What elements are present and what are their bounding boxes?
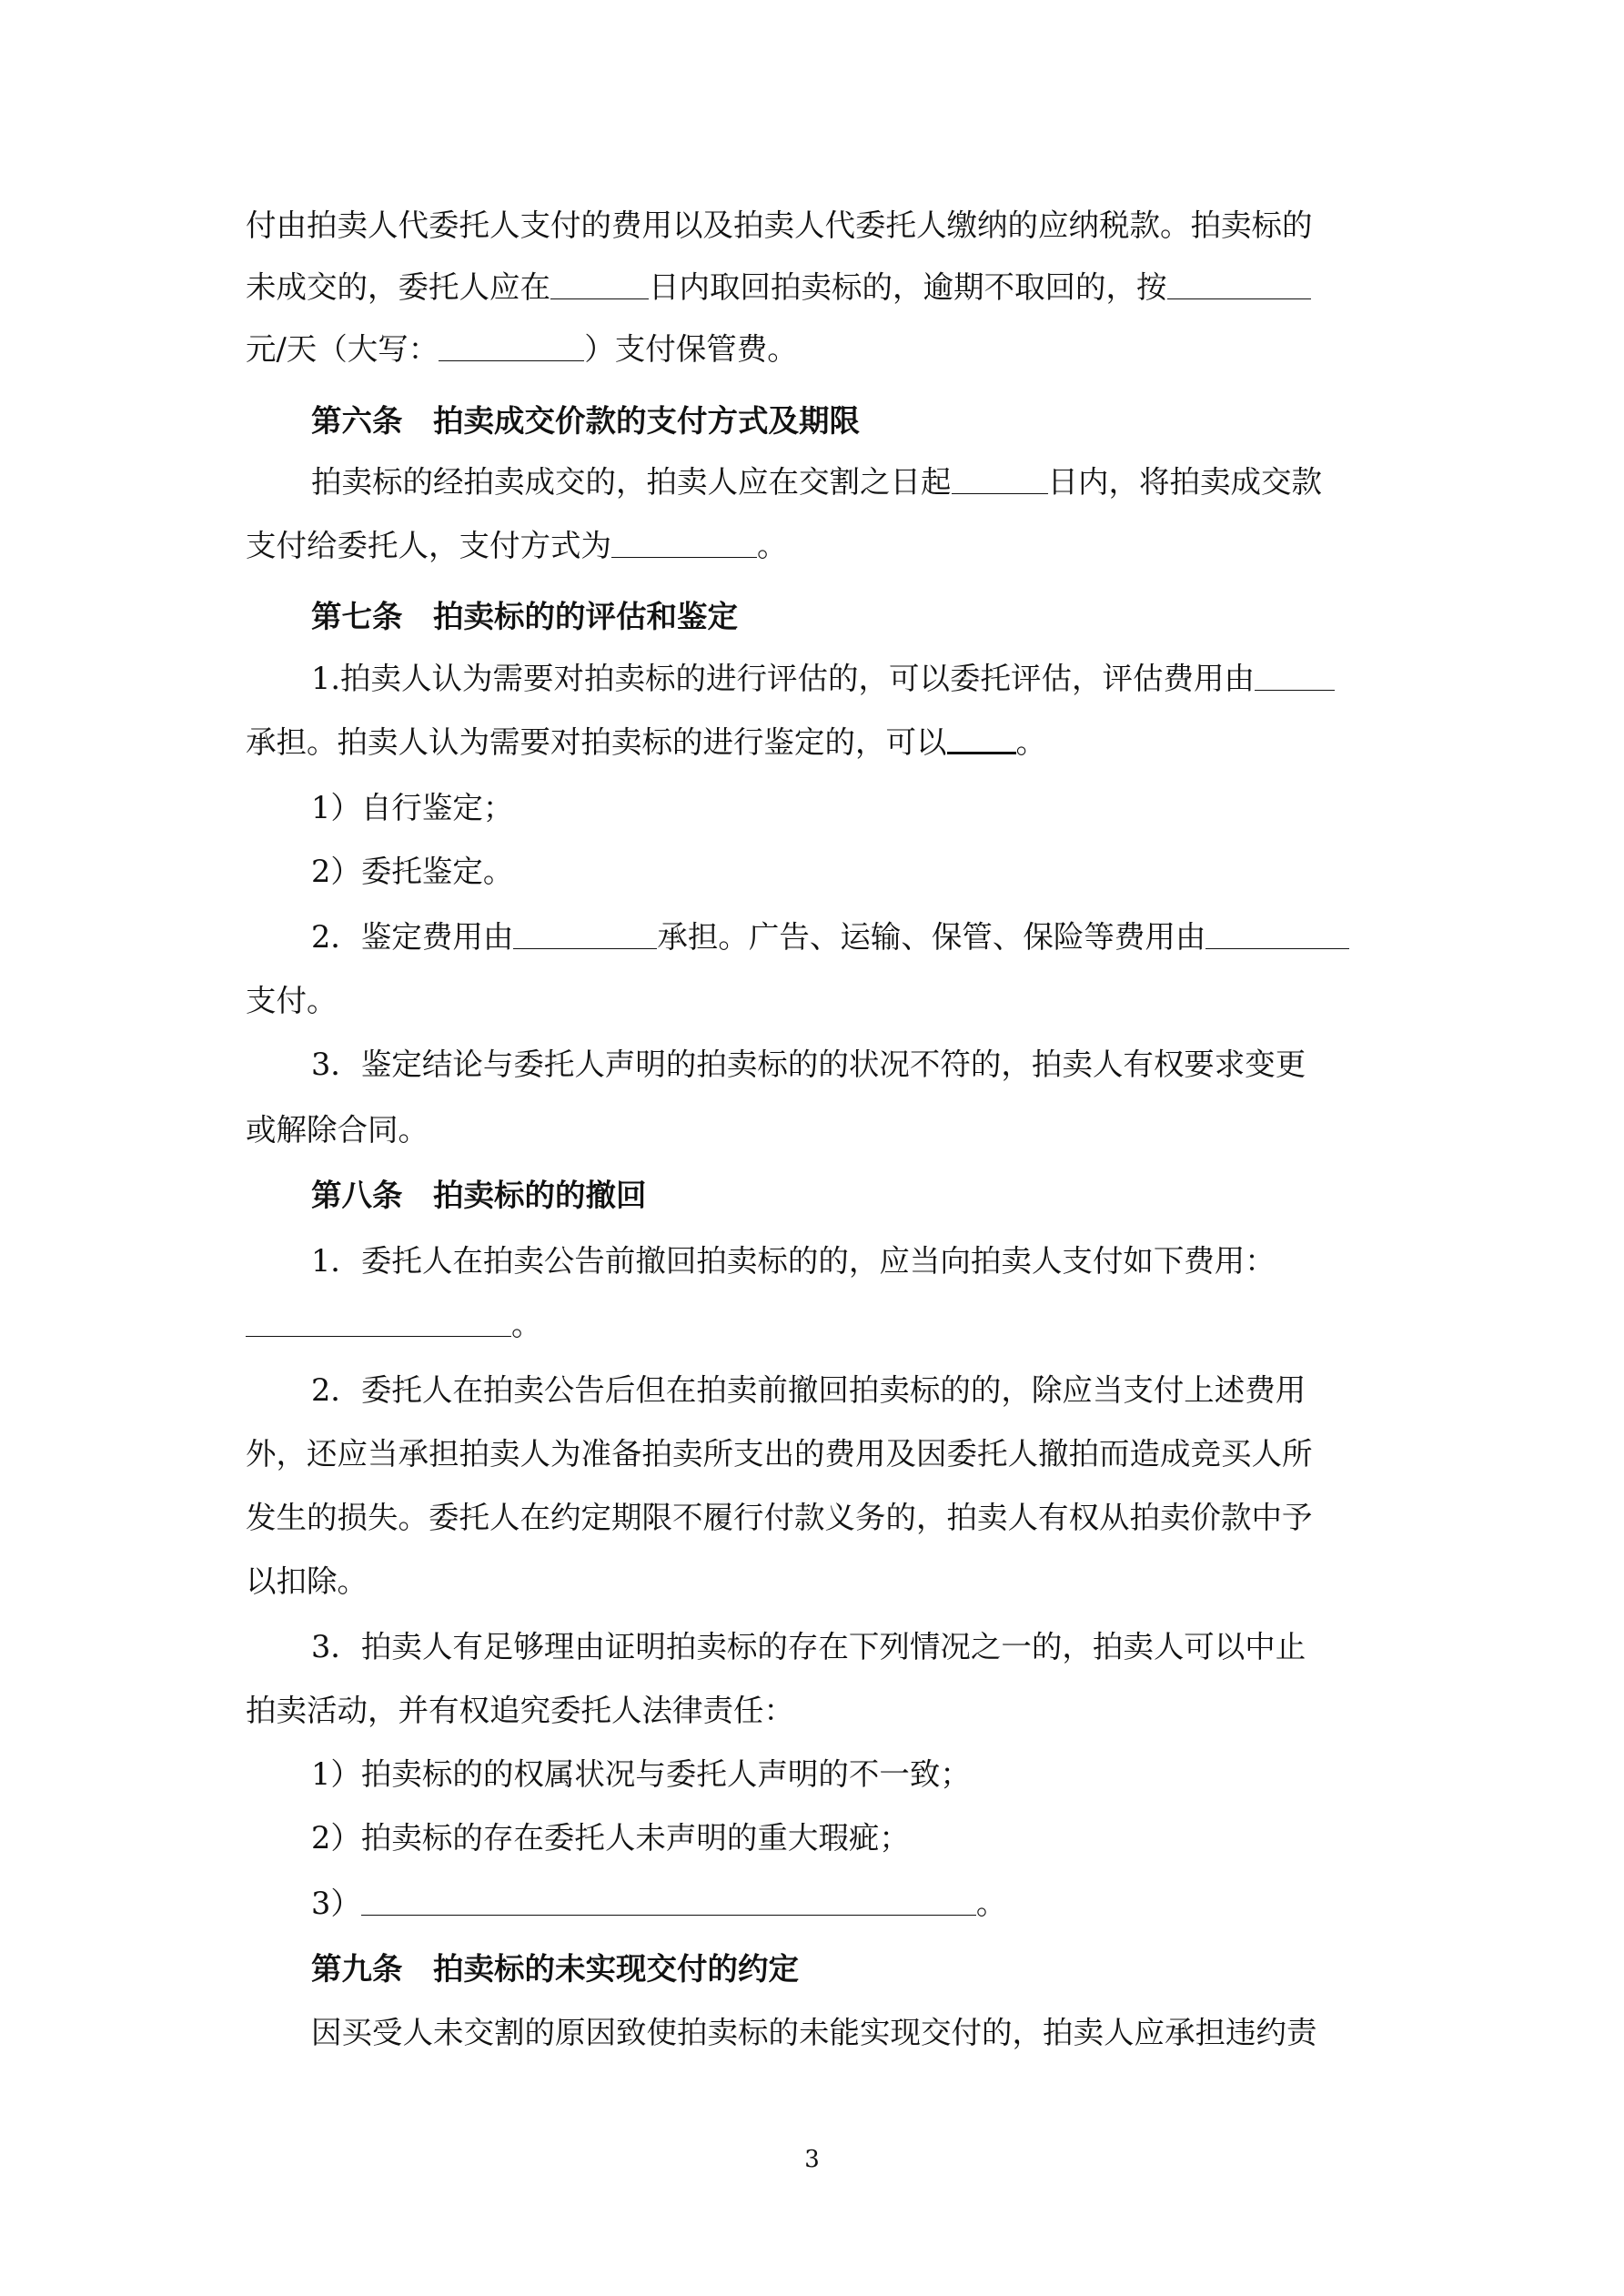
fill-blank[interactable]	[1255, 664, 1335, 691]
fill-blank[interactable]	[361, 1889, 976, 1916]
text-line: 因买受人未交割的原因致使拍卖标的未能实现交付的，拍卖人应承担违约责	[311, 2015, 1317, 2050]
fill-blank[interactable]	[513, 923, 657, 949]
fill-blank[interactable]	[439, 335, 584, 361]
text-line: 2．委托人在拍卖公告后但在拍卖前撤回拍卖标的的，除应当支付上述费用	[311, 1372, 1306, 1408]
list-item: 1）拍卖标的的权属状况与委托人声明的不一致；	[311, 1756, 971, 1792]
fill-blank[interactable]	[1167, 273, 1311, 299]
section-heading-6: 第六条 拍卖成交价款的支付方式及期限	[311, 403, 860, 439]
section-heading-7: 第七条 拍卖标的的评估和鉴定	[311, 599, 738, 634]
text-line: 拍卖标的经拍卖成交的，拍卖人应在交割之日起 日内，将拍卖成交款	[311, 464, 1322, 500]
text-line: 1.拍卖人认为需要对拍卖标的进行评估的，可以委托评估，评估费用由	[311, 661, 1383, 697]
text-line: 付由拍卖人代委托人支付的费用以及拍卖人代委托人缴纳的应纳税款。拍卖标的	[246, 207, 1313, 243]
text-line: 支付给委托人，支付方式为 。	[246, 528, 788, 563]
fill-blank[interactable]	[1205, 923, 1349, 949]
list-item: 3） 。	[311, 1886, 1007, 1921]
text-line: 3．拍卖人有足够理由证明拍卖标的存在下列情况之一的，拍卖人可以中止	[311, 1629, 1306, 1664]
list-item: 1）自行鉴定；	[311, 790, 514, 825]
list-item: 2）拍卖标的存在委托人未声明的重大瑕疵；	[311, 1820, 910, 1856]
text-line: 3．鉴定结论与委托人声明的拍卖标的的状况不符的，拍卖人有权要求变更	[311, 1047, 1306, 1082]
text-line: 2．鉴定费用由 承担。广告、运输、保管、保险等费用由	[311, 919, 1383, 956]
text-line: 1．委托人在拍卖公告前撤回拍卖标的的，应当向拍卖人支付如下费用：	[311, 1243, 1276, 1279]
text-line: 以扣除。	[246, 1563, 368, 1599]
text-line: 发生的损失。委托人在约定期限不履行付款义务的，拍卖人有权从拍卖价款中予	[246, 1500, 1313, 1535]
text-line: 承担。拍卖人认为需要对拍卖标的进行鉴定的，可以 。	[246, 724, 1046, 760]
text-line: 。	[246, 1307, 1383, 1343]
fill-blank[interactable]	[947, 726, 1016, 754]
page-number: 3	[804, 2146, 820, 2173]
text-line: 或解除合同。	[246, 1112, 429, 1148]
text-line: 未成交的，委托人应在 日内取回拍卖标的，逾期不取回的，按	[246, 269, 1383, 306]
text-line: 支付。	[246, 983, 338, 1018]
text-line: 元/天（大写： ）支付保管费。	[246, 331, 798, 367]
list-item: 2）委托鉴定。	[311, 854, 514, 889]
section-heading-9: 第九条 拍卖标的未实现交付的约定	[311, 1951, 799, 1987]
fill-blank[interactable]	[550, 273, 649, 299]
text-line: 拍卖活动，并有权追究委托人法律责任：	[246, 1693, 794, 1728]
section-heading-8: 第八条 拍卖标的的撤回	[311, 1178, 647, 1213]
text-line: 外，还应当承担拍卖人为准备拍卖所支出的费用及因委托人撤拍而造成竞买人所	[246, 1436, 1313, 1472]
fill-blank[interactable]	[246, 1310, 511, 1337]
fill-blank[interactable]	[611, 531, 757, 558]
fill-blank[interactable]	[952, 468, 1048, 494]
